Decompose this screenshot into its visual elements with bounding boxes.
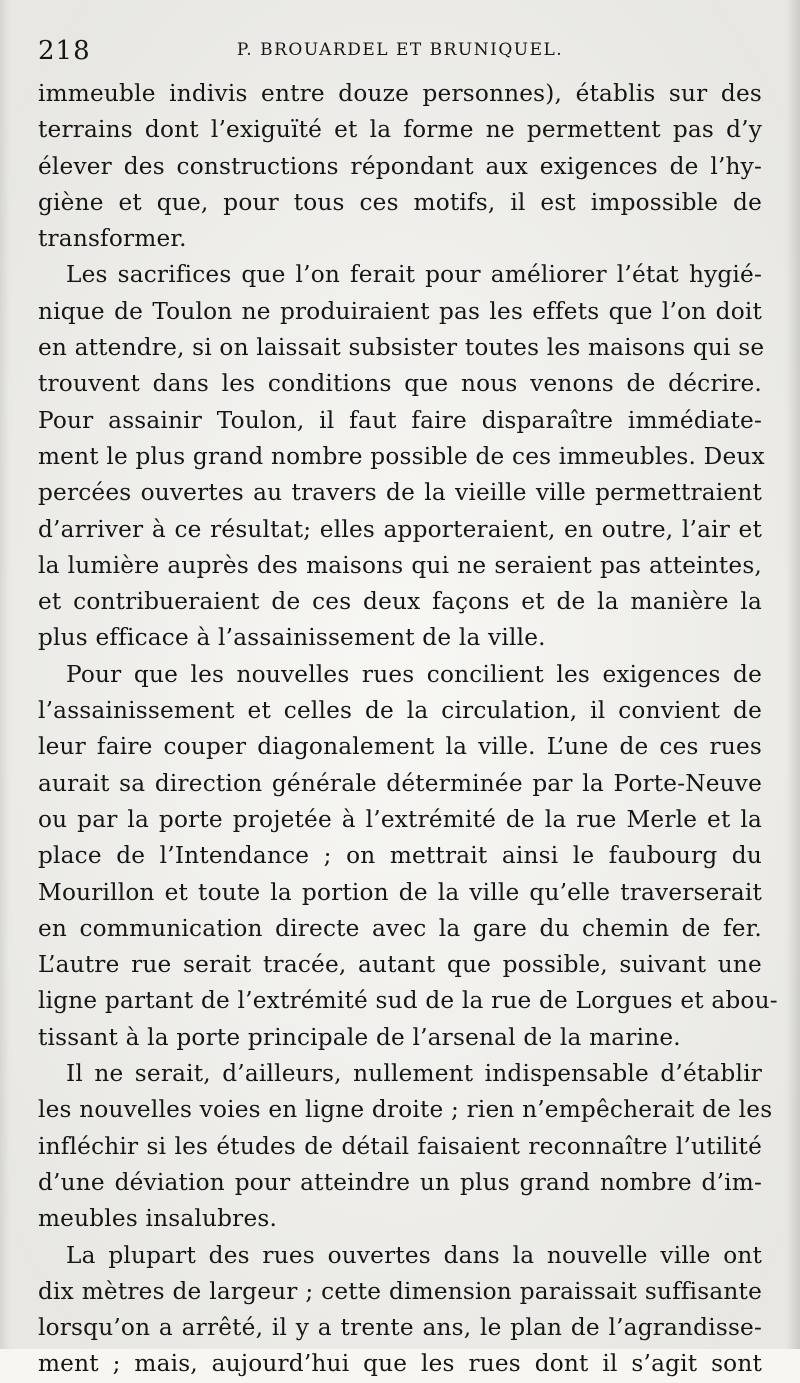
page-edge-shadow-left	[0, 0, 10, 1349]
text-line: ligne partant de l’extrémité sud de la rue de Lorgues et abou-	[38, 987, 778, 1015]
text-line: Mourillon et toute la portion de la ville qu’elle traverserait	[38, 878, 762, 906]
text-line: aurait sa direction générale déterminée par la Porte-Neuve	[38, 769, 762, 797]
page-number: 218	[38, 36, 91, 66]
text-line: Il ne serait, d’ailleurs, nullement indispensable d’établir	[66, 1060, 762, 1088]
text-line: l’assainissement et celles de la circulation, il convient de	[38, 697, 762, 725]
text-line: terrains dont l’exiguïté et la forme ne permettent pas d’y	[38, 116, 762, 144]
text-line: meubles insalubres.	[38, 1205, 278, 1233]
text-line: les nouvelles voies en ligne droite ; rien n’empêcherait de les	[38, 1096, 773, 1124]
body-text	[38, 76, 778, 1383]
text-line: giène et que, pour tous ces motifs, il est impossible de	[38, 188, 762, 216]
text-line: lorsqu’on a arrêté, il y a trente ans, le plan de l’agrandisse-	[38, 1314, 762, 1342]
text-line: Pour que les nouvelles rues concilient les exigences de	[66, 660, 762, 688]
text-line: percées ouvertes au travers de la vieille ville permettraient	[38, 479, 762, 507]
text-line: place de l’Intendance ; on mettrait ainsi le faubourg du	[38, 842, 762, 870]
running-head	[38, 30, 762, 76]
text-line: ment le plus grand nombre possible de ces immeubles. Deux	[38, 442, 765, 470]
text-line: plus efficace à l’assainissement de la ville.	[38, 624, 546, 652]
text-line: immeuble indivis entre douze personnes), établis sur des	[38, 80, 762, 107]
text-line: tissant à la porte principale de l’arsenal de la marine.	[38, 1023, 681, 1051]
text-line: Les sacrifices que l’on ferait pour améliorer l’état hygié-	[66, 261, 762, 289]
text-line: transformer.	[38, 225, 187, 253]
text-line: trouvent dans les conditions que nous venons de décrire.	[38, 370, 762, 398]
text-line: nique de Toulon ne produiraient pas les effets que l’on doit	[38, 297, 762, 325]
text-line: en communication directe avec la gare du chemin de fer.	[38, 914, 762, 942]
text-line: d’une déviation pour atteindre un plus grand nombre d’im-	[38, 1168, 762, 1196]
text-line: dix mètres de largeur ; cette dimension paraissait suffisante	[38, 1277, 762, 1305]
text-line: élever des constructions répondant aux exigences de l’hy-	[38, 152, 762, 180]
text-line: infléchir si les études de détail faisaient reconnaître l’utilité	[38, 1132, 762, 1160]
text-line: d’arriver à ce résultat; elles apporteraient, en outre, l’air et	[38, 515, 762, 543]
running-title: P. BROUARDEL ET BRUNIQUEL.	[236, 40, 564, 60]
text-line: L’autre rue serait tracée, autant que possible, suivant une	[38, 951, 762, 979]
page-edge-shadow-right	[786, 0, 800, 1349]
text-line: ment ; mais, aujourd’hui que les rues dont il s’agit sont	[38, 1350, 762, 1378]
text-line: La plupart des rues ouvertes dans la nouvelle ville ont	[66, 1241, 762, 1269]
text-line: ou par la porte projetée à l’extrémité de la rue Merle et la	[38, 805, 762, 833]
text-line: Pour assainir Toulon, il faut faire disparaître immédiate-	[38, 406, 762, 434]
text-line: la lumière auprès des maisons qui ne seraient pas atteintes,	[38, 551, 762, 579]
text-line: et contribueraient de ces deux façons et de la manière la	[38, 588, 762, 616]
text-line: en attendre, si on laissait subsister toutes les maisons qui se	[38, 334, 765, 362]
text-line: leur faire couper diagonalement la ville. L’une de ces rues	[38, 733, 762, 761]
